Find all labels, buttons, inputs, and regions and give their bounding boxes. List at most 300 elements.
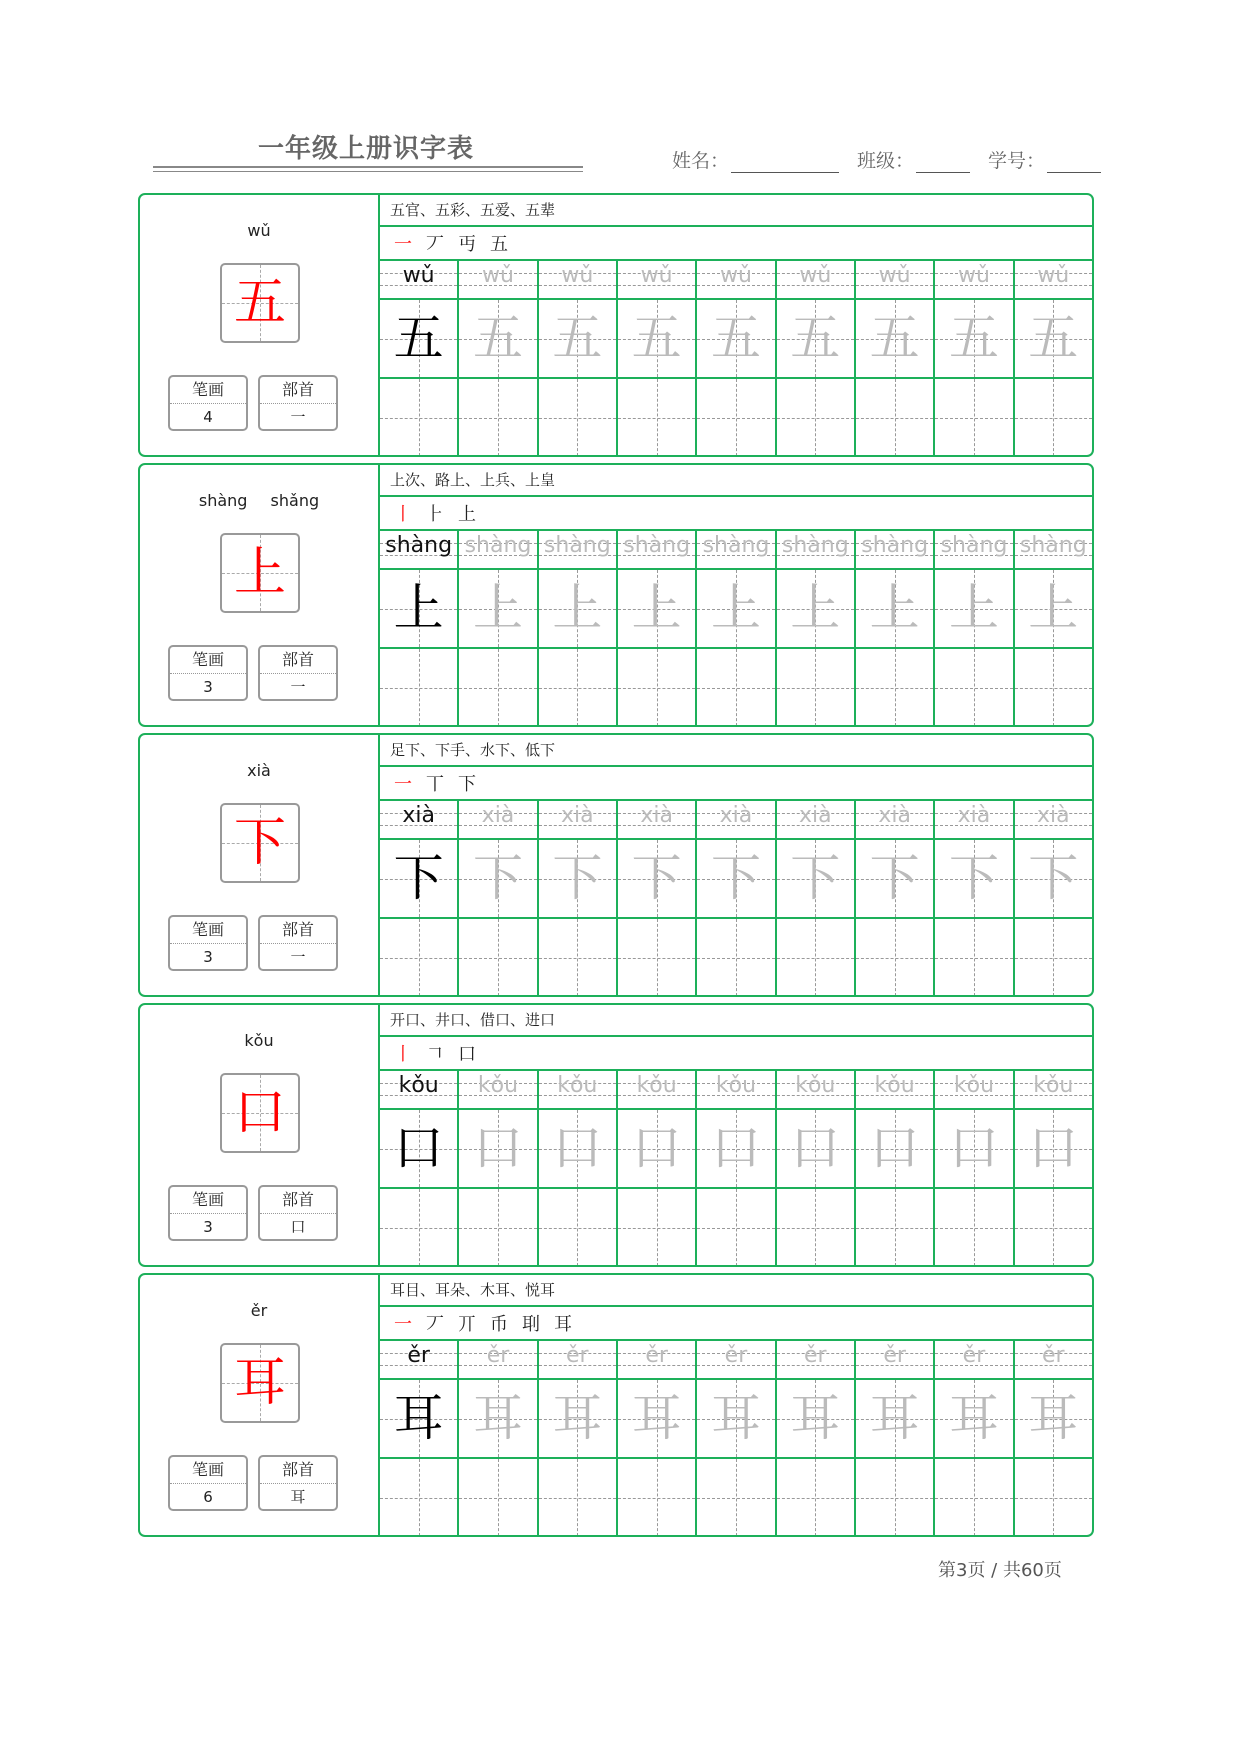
pinyin-cell[interactable] <box>935 1341 1014 1378</box>
blank-cell[interactable] <box>459 919 538 996</box>
character-cell[interactable] <box>459 1110 538 1187</box>
guide-line-vertical <box>736 379 737 456</box>
pinyin-cell[interactable] <box>697 1071 776 1108</box>
pinyin-trace: xià <box>640 803 673 828</box>
guide-line-vertical <box>815 1459 816 1536</box>
pinyin-cell[interactable] <box>459 261 538 298</box>
character-trace: 耳 <box>472 1389 523 1447</box>
character-cell[interactable] <box>459 1380 538 1457</box>
blank-cell[interactable] <box>380 1459 459 1536</box>
class-label: 班级： <box>857 150 915 172</box>
pinyin-trace: wǔ <box>878 263 911 288</box>
class-input-line[interactable] <box>916 150 970 173</box>
character-trace: 口 <box>948 1119 999 1177</box>
pinyin-trace: ěr <box>645 1343 668 1368</box>
pinyin-practice-row <box>380 261 1092 300</box>
character-trace: 五 <box>948 309 999 367</box>
pinyin-trace: kǒu <box>953 1073 995 1098</box>
character-cell[interactable] <box>935 1380 1014 1457</box>
character-cell[interactable] <box>1015 1110 1092 1187</box>
character-trace: 五 <box>710 309 761 367</box>
blank-cell[interactable] <box>459 1189 538 1266</box>
character-practice-row <box>380 1380 1092 1459</box>
pinyin-trace: ěr <box>804 1343 827 1368</box>
character-trace: 耳 <box>710 1389 761 1447</box>
blank-cell[interactable] <box>1015 919 1092 996</box>
main-character: 耳 <box>233 1353 286 1413</box>
pinyin-cell[interactable] <box>1015 1341 1092 1378</box>
radical-label: 部首 <box>260 1457 336 1484</box>
radical-value: 一 <box>290 678 306 696</box>
character-trace: 下 <box>552 849 603 907</box>
character-trace: 口 <box>710 1119 761 1177</box>
pinyin-practice-row <box>380 1341 1092 1380</box>
pinyin-cell[interactable] <box>539 1071 618 1108</box>
blank-cell[interactable] <box>777 649 856 726</box>
character-practice-row <box>380 840 1092 919</box>
blank-cell[interactable] <box>380 1189 459 1266</box>
blank-cell[interactable] <box>1015 1189 1092 1266</box>
character-trace: 五 <box>631 309 682 367</box>
blank-cell[interactable] <box>1015 649 1092 726</box>
pinyin-practice-row <box>380 1071 1092 1110</box>
pinyin-cell[interactable] <box>380 261 459 298</box>
blank-cell[interactable] <box>777 379 856 456</box>
blank-cell[interactable] <box>618 1459 697 1536</box>
character-trace: 耳 <box>631 1389 682 1447</box>
pinyin-cell[interactable] <box>459 531 538 568</box>
blank-cell[interactable] <box>459 379 538 456</box>
character-trace: 耳 <box>1028 1389 1079 1447</box>
pinyin-cell[interactable] <box>697 531 776 568</box>
main-character: 上 <box>233 543 286 603</box>
stroke-step: 一 <box>394 234 412 255</box>
pinyin-trace: ěr <box>407 1343 430 1368</box>
pinyin-cell[interactable] <box>618 531 697 568</box>
character-cell[interactable] <box>856 570 935 647</box>
practice-grid <box>380 195 1092 455</box>
pinyin-trace: shàng <box>385 533 453 558</box>
blank-cell[interactable] <box>459 649 538 726</box>
example-words: 开口、井口、借口、进口 <box>380 1005 1092 1037</box>
character-cell[interactable] <box>777 1380 856 1457</box>
pinyin-cell[interactable] <box>618 1341 697 1378</box>
guide-line-vertical <box>736 1189 737 1266</box>
pinyin-trace: wǔ <box>561 263 594 288</box>
stroke-order-row <box>380 1037 1092 1071</box>
student-number-input-line[interactable] <box>1047 150 1101 173</box>
pinyin-trace: xià <box>878 803 911 828</box>
pinyin-trace: wǔ <box>720 263 752 288</box>
blank-cell[interactable] <box>539 649 618 726</box>
character-display-box <box>220 1073 300 1153</box>
pinyin-trace: xià <box>481 803 515 828</box>
stroke-order-row <box>380 767 1092 801</box>
character-cell[interactable] <box>697 300 776 377</box>
practice-grid <box>380 1005 1092 1265</box>
blank-cell[interactable] <box>856 1189 935 1266</box>
character-trace: 上 <box>393 579 444 637</box>
character-cell[interactable] <box>459 840 538 917</box>
practice-grid <box>380 465 1092 725</box>
stroke-order-row <box>380 227 1092 261</box>
pinyin-trace: wǔ <box>799 263 832 288</box>
character-cell[interactable] <box>777 840 856 917</box>
stroke-step: 丏 <box>458 234 476 255</box>
pinyin-practice-row <box>380 531 1092 570</box>
blank-cell[interactable] <box>1015 1459 1092 1536</box>
character-trace: 五 <box>1028 309 1079 367</box>
pinyin-cell[interactable] <box>697 801 776 838</box>
practice-grid <box>380 1275 1092 1535</box>
pinyin-cell[interactable] <box>618 1071 697 1108</box>
stroke-step: 丅 <box>426 774 444 795</box>
character-cell[interactable] <box>380 1380 459 1457</box>
blank-cell[interactable] <box>697 379 776 456</box>
blank-cell[interactable] <box>777 1189 856 1266</box>
pinyin-trace: kǒu <box>477 1073 519 1098</box>
character-cell[interactable] <box>539 1110 618 1187</box>
character-cell[interactable] <box>539 840 618 917</box>
blank-cell[interactable] <box>618 649 697 726</box>
pinyin-cell[interactable] <box>618 261 697 298</box>
pinyin-cell[interactable] <box>539 801 618 838</box>
radical-label: 部首 <box>260 917 336 944</box>
character-cell[interactable] <box>777 300 856 377</box>
pinyin-trace: ěr <box>1041 1343 1065 1368</box>
character-display-box <box>220 803 300 883</box>
guide-line-vertical <box>419 379 420 456</box>
pinyin-trace: shàng <box>623 533 691 558</box>
example-words: 上次、路上、上兵、上皇 <box>380 465 1092 497</box>
character-cell[interactable] <box>856 840 935 917</box>
character-cell[interactable] <box>935 1110 1014 1187</box>
pinyin-cell[interactable] <box>856 261 935 298</box>
pinyin-cell[interactable] <box>935 1071 1014 1108</box>
character-trace: 耳 <box>393 1389 444 1447</box>
stroke-count-box <box>168 375 248 431</box>
pinyin-trace: xià <box>798 803 832 828</box>
blank-cell[interactable] <box>1015 379 1092 456</box>
character-trace: 耳 <box>790 1389 841 1447</box>
character-cell[interactable] <box>1015 300 1092 377</box>
character-display-box <box>220 1343 300 1423</box>
stroke-count-label: 笔画 <box>170 917 246 944</box>
guide-line-vertical <box>974 379 975 456</box>
blank-practice-row <box>380 379 1092 456</box>
pinyin-cell[interactable] <box>856 801 935 838</box>
guide-line-vertical <box>815 919 816 996</box>
blank-cell[interactable] <box>777 919 856 996</box>
radical-value: 耳 <box>290 1488 306 1506</box>
character-trace: 耳 <box>869 1389 920 1447</box>
blank-cell[interactable] <box>697 1189 776 1266</box>
pinyin-trace: shàng <box>464 533 532 558</box>
stroke-step: 币 <box>490 1314 508 1335</box>
blank-practice-row <box>380 649 1092 726</box>
stroke-step: 耳 <box>554 1314 572 1335</box>
guide-line-vertical <box>895 649 896 726</box>
character-trace: 口 <box>472 1119 523 1177</box>
character-display-box <box>220 533 300 613</box>
pinyin-trace: ěr <box>486 1343 510 1368</box>
main-character: 五 <box>233 273 286 333</box>
character-cell[interactable] <box>697 840 776 917</box>
blank-cell[interactable] <box>539 919 618 996</box>
character-trace: 下 <box>393 849 444 907</box>
pinyin-trace: wǔ <box>957 263 990 288</box>
character-cell[interactable] <box>856 1110 935 1187</box>
guide-line-vertical <box>895 1459 896 1536</box>
pinyin-trace: xià <box>561 803 594 828</box>
stroke-count-label: 笔画 <box>170 377 246 404</box>
pinyin-cell[interactable] <box>539 261 618 298</box>
blank-cell[interactable] <box>539 379 618 456</box>
pinyin-cell[interactable] <box>380 1341 459 1378</box>
pinyin-trace: ěr <box>566 1343 589 1368</box>
guide-line-vertical <box>498 919 499 996</box>
character-trace: 五 <box>869 309 920 367</box>
radical-value: 一 <box>290 408 306 426</box>
character-cell[interactable] <box>618 570 697 647</box>
pinyin-cell[interactable] <box>380 801 459 838</box>
blank-practice-row <box>380 919 1092 996</box>
pinyin-cell[interactable] <box>1015 531 1092 568</box>
blank-cell[interactable] <box>935 649 1014 726</box>
pinyin-cell[interactable] <box>777 1071 856 1108</box>
character-trace: 口 <box>393 1119 444 1177</box>
pinyin-cell[interactable] <box>777 261 856 298</box>
stroke-order-row <box>380 497 1092 531</box>
pinyin-cell[interactable] <box>777 1341 856 1378</box>
stroke-count-label: 笔画 <box>170 1187 246 1214</box>
character-trace: 五 <box>393 309 444 367</box>
pinyin-cell[interactable] <box>935 801 1014 838</box>
guide-line-vertical <box>419 919 420 996</box>
example-words: 五官、五彩、五爱、五辈 <box>380 195 1092 227</box>
character-cell[interactable] <box>856 300 935 377</box>
blank-cell[interactable] <box>618 919 697 996</box>
guide-line-vertical <box>498 649 499 726</box>
pinyin-trace: wǔ <box>1037 263 1070 288</box>
pinyin-cell[interactable] <box>1015 801 1092 838</box>
blank-practice-row <box>380 1189 1092 1266</box>
character-cell[interactable] <box>380 300 459 377</box>
character-cell[interactable] <box>697 1110 776 1187</box>
pinyin-trace: shàng <box>940 533 1008 558</box>
blank-cell[interactable] <box>697 1459 776 1536</box>
blank-cell[interactable] <box>380 919 459 996</box>
character-cell[interactable] <box>539 570 618 647</box>
character-cell[interactable] <box>697 1380 776 1457</box>
pinyin-cell[interactable] <box>856 1071 935 1108</box>
pinyin-trace: ěr <box>883 1343 906 1368</box>
blank-cell[interactable] <box>618 379 697 456</box>
guide-line-vertical <box>895 919 896 996</box>
character-cell[interactable] <box>618 1110 697 1187</box>
stroke-step: 一 <box>394 774 412 795</box>
character-cell[interactable] <box>1015 570 1092 647</box>
character-cell[interactable] <box>539 1380 618 1457</box>
guide-line-vertical <box>815 379 816 456</box>
blank-cell[interactable] <box>935 379 1014 456</box>
pinyin-cell[interactable] <box>935 531 1014 568</box>
pinyin-label: ěr <box>250 1301 268 1320</box>
blank-cell[interactable] <box>935 919 1014 996</box>
guide-line-vertical <box>577 1189 578 1266</box>
pinyin-cell[interactable] <box>459 1341 538 1378</box>
character-cell[interactable] <box>380 570 459 647</box>
name-input-line[interactable] <box>731 150 839 173</box>
pinyin-label: kǒu <box>244 1031 274 1050</box>
pinyin-cell[interactable] <box>697 261 776 298</box>
pinyin-cell[interactable] <box>777 801 856 838</box>
character-cell[interactable] <box>618 840 697 917</box>
blank-cell[interactable] <box>777 1459 856 1536</box>
pinyin-label: wǔ <box>247 221 271 240</box>
guide-line-vertical <box>736 649 737 726</box>
pinyin-cell[interactable] <box>459 801 538 838</box>
guide-line-vertical <box>657 1189 658 1266</box>
character-cell[interactable] <box>777 1110 856 1187</box>
character-cell[interactable] <box>935 840 1014 917</box>
character-cell[interactable] <box>380 840 459 917</box>
character-cell[interactable] <box>777 570 856 647</box>
stroke-step: ⺊ <box>426 504 444 525</box>
stroke-count-value: 3 <box>203 948 213 966</box>
pinyin-trace: ěr <box>962 1343 986 1368</box>
pinyin-trace: wǔ <box>640 263 673 288</box>
blank-cell[interactable] <box>935 1189 1014 1266</box>
character-trace: 上 <box>552 579 603 637</box>
blank-cell[interactable] <box>697 919 776 996</box>
character-cell[interactable] <box>1015 1380 1092 1457</box>
pinyin-cell[interactable] <box>618 801 697 838</box>
radical-box <box>258 1185 338 1241</box>
guide-line-vertical <box>657 1459 658 1536</box>
pinyin-practice-row <box>380 801 1092 840</box>
blank-cell[interactable] <box>380 649 459 726</box>
pinyin-cell[interactable] <box>777 531 856 568</box>
character-practice-row <box>380 570 1092 649</box>
blank-cell[interactable] <box>539 1459 618 1536</box>
character-cell[interactable] <box>459 300 538 377</box>
guide-line-vertical <box>736 919 737 996</box>
radical-value: 一 <box>290 948 306 966</box>
blank-cell[interactable] <box>856 919 935 996</box>
pinyin-trace: kǒu <box>715 1073 757 1098</box>
guide-line-vertical <box>815 1189 816 1266</box>
stroke-count-label: 笔画 <box>170 647 246 674</box>
stroke-count-value: 4 <box>203 408 213 426</box>
guide-line-vertical <box>736 1459 737 1536</box>
character-cell[interactable] <box>856 1380 935 1457</box>
blank-cell[interactable] <box>856 379 935 456</box>
pinyin-trace: xià <box>719 803 753 828</box>
stroke-step: 丨 <box>394 1044 412 1065</box>
blank-cell[interactable] <box>618 1189 697 1266</box>
character-cell[interactable] <box>459 570 538 647</box>
stroke-step: 五 <box>490 234 508 255</box>
blank-practice-row <box>380 1459 1092 1536</box>
character-trace: 上 <box>472 579 523 637</box>
radical-box <box>258 1455 338 1511</box>
pinyin-trace: xià <box>402 803 435 828</box>
pinyin-cell[interactable] <box>856 531 935 568</box>
blank-cell[interactable] <box>856 1459 935 1536</box>
character-trace: 上 <box>710 579 761 637</box>
pinyin-cell[interactable] <box>1015 1071 1092 1108</box>
character-practice-row <box>380 1110 1092 1189</box>
pinyin-trace: shàng <box>1019 533 1087 558</box>
blank-cell[interactable] <box>380 379 459 456</box>
blank-cell[interactable] <box>459 1459 538 1536</box>
pinyin-cell[interactable] <box>380 531 459 568</box>
pinyin-trace: kǒu <box>557 1073 598 1098</box>
character-display-box <box>220 263 300 343</box>
guide-line-vertical <box>577 649 578 726</box>
character-cell[interactable] <box>935 300 1014 377</box>
character-trace: 上 <box>790 579 841 637</box>
character-cell[interactable] <box>1015 840 1092 917</box>
pinyin-trace: kǒu <box>398 1073 439 1098</box>
character-cell[interactable] <box>618 1380 697 1457</box>
character-cell[interactable] <box>539 300 618 377</box>
pinyin-trace: wǔ <box>402 263 435 288</box>
pinyin-trace: kǒu <box>1033 1073 1074 1098</box>
stroke-count-value: 3 <box>203 678 213 696</box>
character-trace: 五 <box>552 309 603 367</box>
blank-cell[interactable] <box>856 649 935 726</box>
radical-label: 部首 <box>260 1187 336 1214</box>
example-words: 耳目、耳朵、木耳、悦耳 <box>380 1275 1092 1307</box>
pinyin-cell[interactable] <box>459 1071 538 1108</box>
guide-line-vertical <box>419 649 420 726</box>
guide-line-vertical <box>1053 379 1054 456</box>
pinyin-cell[interactable] <box>697 1341 776 1378</box>
main-character: 下 <box>233 813 286 873</box>
pinyin-cell[interactable] <box>380 1071 459 1108</box>
character-trace: 五 <box>472 309 523 367</box>
blank-cell[interactable] <box>539 1189 618 1266</box>
character-cell[interactable] <box>380 1110 459 1187</box>
pinyin-cell[interactable] <box>856 1341 935 1378</box>
character-cell[interactable] <box>697 570 776 647</box>
pinyin-trace: kǒu <box>636 1073 677 1098</box>
character-info-panel <box>140 195 380 455</box>
pinyin-trace: kǒu <box>874 1073 915 1098</box>
character-info-panel <box>140 735 380 995</box>
guide-line-vertical <box>419 1189 420 1266</box>
pinyin-cell[interactable] <box>539 1341 618 1378</box>
pinyin-cell[interactable] <box>935 261 1014 298</box>
pinyin-trace: shàng <box>702 533 770 558</box>
guide-line-vertical <box>974 1459 975 1536</box>
pinyin-cell[interactable] <box>1015 261 1092 298</box>
character-card <box>138 1273 1094 1537</box>
character-cell[interactable] <box>618 300 697 377</box>
character-trace: 下 <box>631 849 682 907</box>
blank-cell[interactable] <box>935 1459 1014 1536</box>
character-trace: 口 <box>552 1119 603 1177</box>
guide-line-vertical <box>1053 1459 1054 1536</box>
pinyin-trace: shàng <box>781 533 849 558</box>
character-cell[interactable] <box>935 570 1014 647</box>
pinyin-cell[interactable] <box>539 531 618 568</box>
stroke-step: 下 <box>458 774 476 795</box>
radical-label: 部首 <box>260 377 336 404</box>
blank-cell[interactable] <box>697 649 776 726</box>
